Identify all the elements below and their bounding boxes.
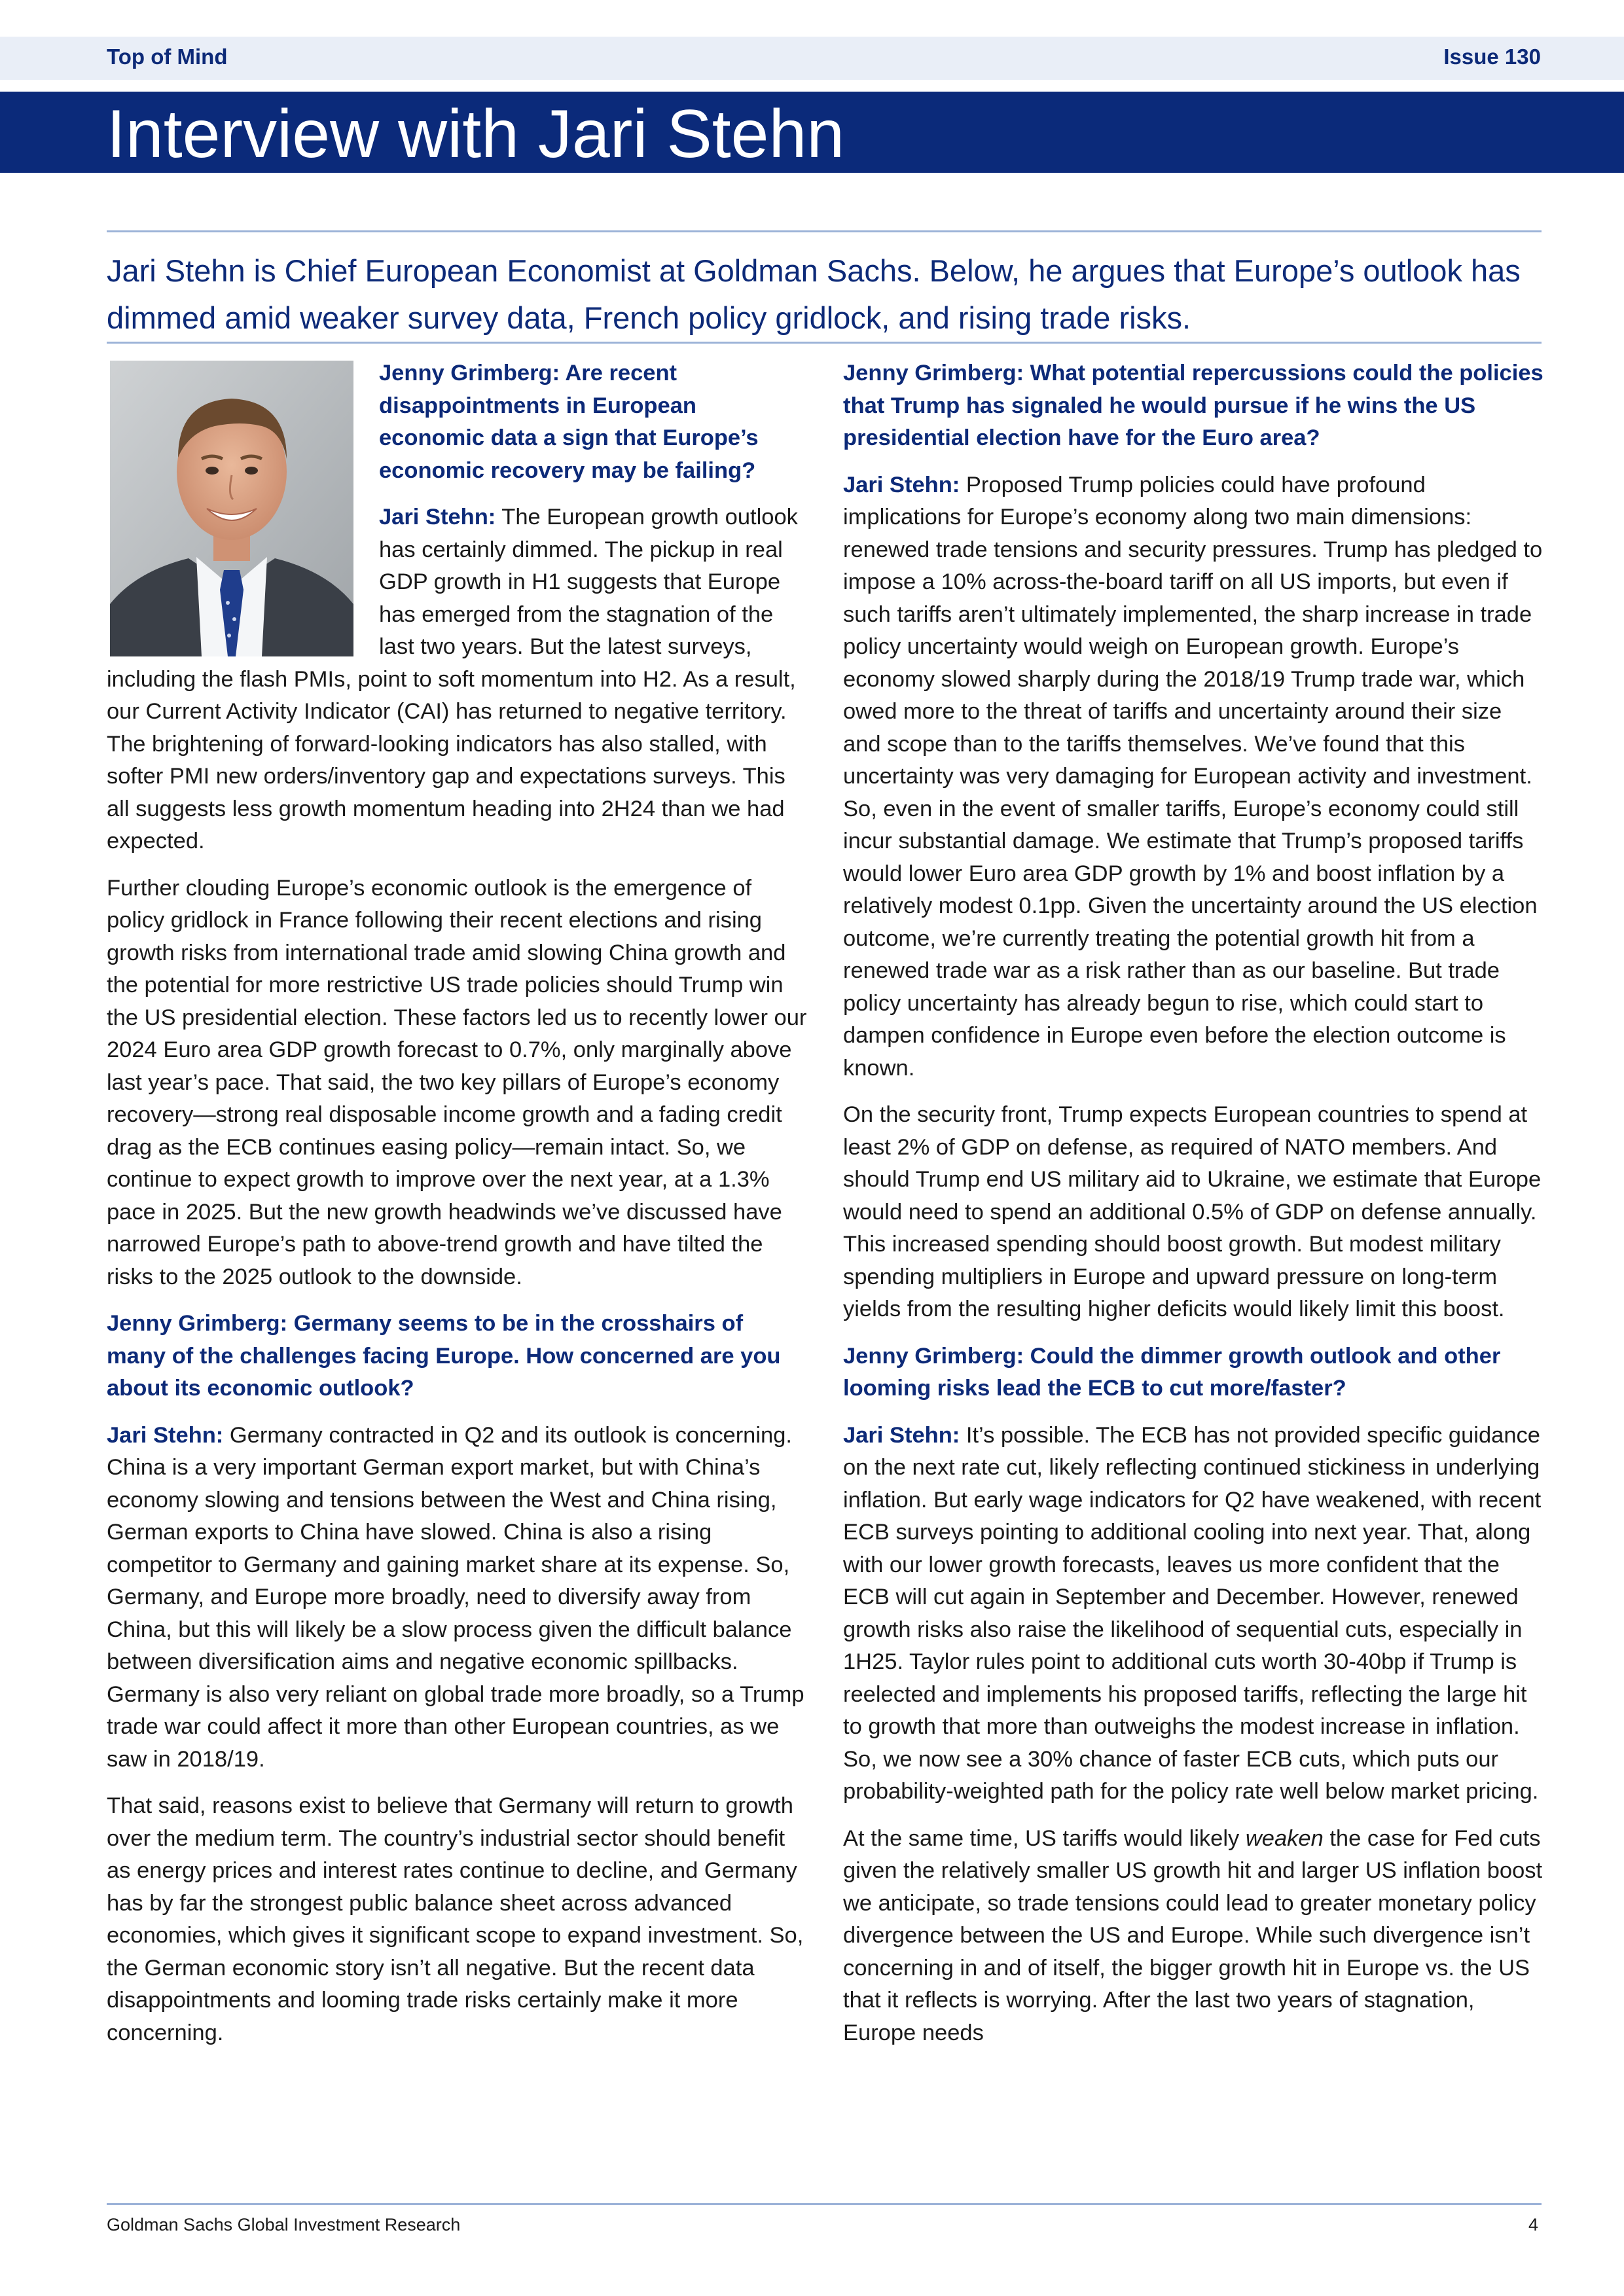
answer-4-paragraph-2 bbox=[843, 1823, 1545, 2050]
intro-summary: Jari Stehn is Chief European Economist at Goldman Sachs. Below, he argues that Europe’s outlook has dimmed amid weaker survey data, French policy gridlock, and rising trade risks. bbox=[107, 253, 1521, 335]
answer-3-paragraph-1 bbox=[843, 469, 1545, 1085]
intro-top-rule bbox=[107, 230, 1542, 232]
answer-text: Proposed Trump policies could have profound implications for Europe’s economy along two main dimensions: renewed trade tensions and security pressures. Trump has pledged to impose a 10% across-the-board tariff on all US imports, but even if such tariffs aren’t ultimately implemented, the sharp increase in trade policy uncertainty would weigh on European growth. Europe’s economy slowed sharply during the 2018/19 Trump trade war, which owed more to the threat of tariffs and uncertainty around their size and scope than to the tariffs themselves. We’ve found that this uncertainty was very damaging for European activity and investment. So, even in the event of smaller tariffs, Europe’s economy could still incur substantial damage. We estimate that Trump’s proposed tariffs would lower Euro area GDP growth by 1% and boost inflation by a relatively modest 0.1pp. Given the uncertainty around the US election outcome, we’re currently treating the potential growth hit from a renewed trade war as a risk rather than as our baseline. But trade policy uncertainty has already begun to rise, which could start to dampen confidence in Europe even before the election outcome is known. bbox=[843, 472, 1543, 1081]
page-number: 4 bbox=[1528, 2215, 1538, 2234]
question-2: Jenny Grimberg: Germany seems to be in the crosshairs of many of the challenges facing Europe. How concerned are you about its economic outlook? bbox=[107, 1311, 781, 1401]
answer-text: the case for Fed cuts given the relatively smaller US growth hit and larger US inflation boost we anticipate, so trade tensions could lead to greater monetary policy divergence between the US and Europe. While such divergence isn’t concerning in and of itself, the bigger growth hit in Europe vs. the US that it reflects is worrying. After the last two years of stagnation, Europe needs bbox=[843, 1825, 1543, 2045]
footer-rule bbox=[107, 2203, 1542, 2205]
answer-2-paragraph-1 bbox=[107, 1420, 807, 1776]
title-banner bbox=[0, 92, 1624, 173]
publication-name: Top of Mind bbox=[107, 45, 228, 69]
photo-spacer bbox=[107, 357, 379, 653]
answer-2-paragraph-2: That said, reasons exist to believe that Germany will return to growth over the medium term. The country’s industrial sector should benefit as energy prices and interest rates continue to decline, and Germany has by far the strongest public balance sheet across advanced economies, which gives it significant scope to expand investment. So, the German economic story isn’t all negative. But the recent data disappointments and looming trade risks certainly make it more concerning. bbox=[107, 1793, 804, 2045]
right-column bbox=[843, 357, 1545, 2064]
answer-1-paragraph-2: Further clouding Europe’s economic outlook is the emergence of policy gridlock in France following their recent elections and rising growth risks from international trade amid slowing China growth and the potential for more restrictive US trade policies should Trump win the US presidential election. These factors led us to recently lower our 2024 Euro area GDP growth forecast to 0.7%, only marginally above last year’s pace. That said, the two key pillars of Europe’s economy recovery—strong real disposable income growth and a fading credit drag as the ECB continues easing policy—remain intact. So, we continue to expect growth to improve over the next year, at a 1.3% pace in 2025. But the new growth headwinds we’ve discussed have narrowed Europe’s path to above-trend growth and have tilted the risks to the 2025 outlook to the downside. bbox=[107, 875, 807, 1289]
question-1: Jenny Grimberg: Are recent disappointments in European economic data a sign that Europe’s economic recovery may be failing? bbox=[379, 361, 759, 483]
header-band bbox=[0, 37, 1624, 80]
answer-4-paragraph-1 bbox=[843, 1420, 1545, 1808]
answer-text: The European growth outlook has certainly dimmed. The pickup in real GDP growth in H1 suggests that Europe has emerged from the stagnation of the last two years. But the latest surveys, including the flash PMIs, point to soft momentum into H2. As a result, our Current Activity Indicator (CAI) has returned to negative territory. The brightening of forward-looking indicators has also stalled, with softer PMI new orders/inventory gap and expectations surveys. This all suggests less growth momentum heading into 2H24 than we had expected. bbox=[107, 505, 798, 853]
speaker-label: Jari Stehn: bbox=[843, 472, 960, 497]
issue-number: Issue 130 bbox=[1443, 45, 1541, 69]
emphasis-text: weaken bbox=[1245, 1825, 1324, 1851]
speaker-label: Jari Stehn: bbox=[107, 1422, 224, 1448]
page-title: Interview with Jari Stehn bbox=[107, 96, 845, 172]
left-column bbox=[107, 357, 807, 2064]
answer-3-paragraph-2: On the security front, Trump expects European countries to spend at least 2% of GDP on defense, as required of NATO members. And should Trump end US military aid to Ukraine, we estimate that Europe would need to spend an additional 0.5% of GDP on defense annually. This increased spending should boost growth. But modest military spending multipliers in Europe and upward pressure on long-term yields from the resulting higher deficits would likely limit this boost. bbox=[843, 1102, 1542, 1321]
footer-source: Goldman Sachs Global Investment Research bbox=[107, 2215, 461, 2234]
speaker-label: Jari Stehn: bbox=[379, 505, 496, 529]
question-3: Jenny Grimberg: What potential repercussions could the policies that Trump has signaled he would pursue if he wins the US presidential election have for the Euro area? bbox=[843, 361, 1543, 450]
intro-bottom-rule bbox=[107, 342, 1542, 344]
question-4: Jenny Grimberg: Could the dimmer growth outlook and other looming risks lead the ECB to cut more/faster? bbox=[843, 1343, 1501, 1401]
answer-text: It’s possible. The ECB has not provided specific guidance on the next rate cut, likely reflecting continued stickiness in underlying inflation. But early wage indicators for Q2 have weakened, with recent ECB surveys pointing to additional cooling into next year. That, along with our lower growth forecasts, leaves us more confident that the ECB will cut again in September and December. However, renewed growth risks also raise the likelihood of sequential cuts, especially in 1H25. Taylor rules point to additional cuts worth 30-40bp if Trump is reelected and implements his proposed tariffs, reflecting the large hit to growth that more than outweighs the modest increase in inflation. So, we now see a 30% chance of faster ECB cuts, which puts our probability-weighted path for the policy rate well below market pricing. bbox=[843, 1422, 1542, 1804]
answer-text: At the same time, US tariffs would likely bbox=[843, 1825, 1246, 1851]
answer-text: Germany contracted in Q2 and its outlook is concerning. China is a very important German export market, but with China’s economy slowing and tensions between the West and China rising, German exports to China have slowed. China is also a rising competitor to Germany and gaining market share at its expense. So, Germany, and Europe more broadly, need to diversify away from China, but this will likely be a slow process given the difficult balance between diversification aims and negative economic spillbacks. Germany is also very reliant on global trade more broadly, so a Trump trade war could affect it more than other European countries, as we saw in 2018/19. bbox=[107, 1422, 804, 1772]
speaker-label: Jari Stehn: bbox=[843, 1422, 960, 1448]
